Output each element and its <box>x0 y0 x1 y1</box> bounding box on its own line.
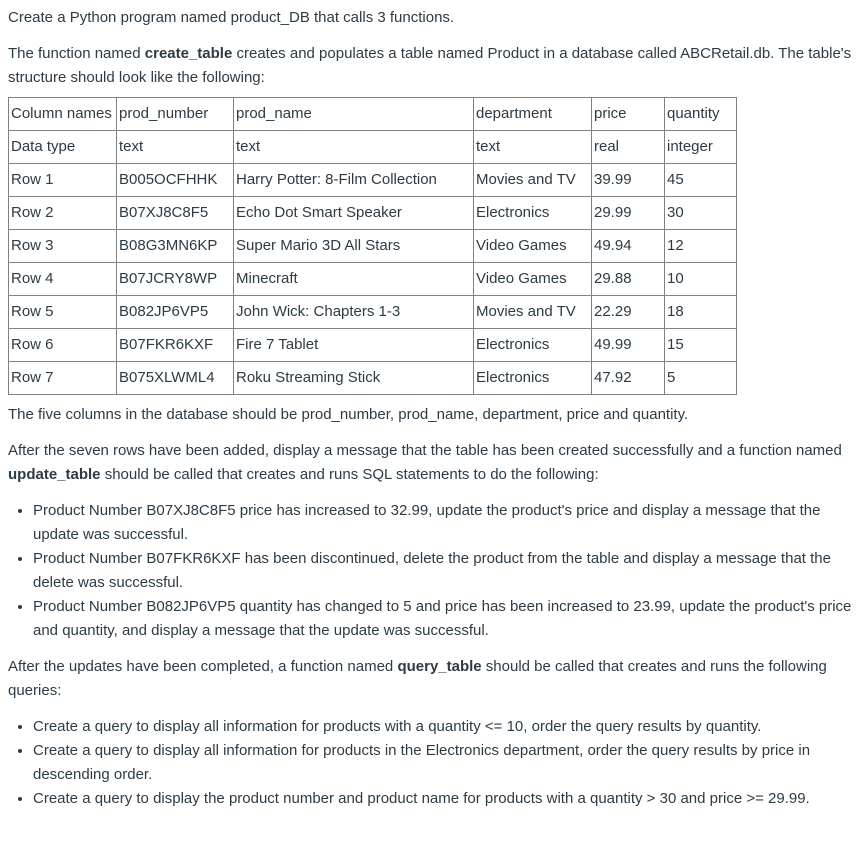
table-cell: integer <box>665 131 737 164</box>
table-cell: Electronics <box>474 362 592 395</box>
table-row <box>9 296 737 329</box>
table-cell: Data type <box>9 131 117 164</box>
table-cell: 22.29 <box>592 296 665 329</box>
table-cell: 39.99 <box>592 164 665 197</box>
table-cell: B082JP6VP5 <box>117 296 234 329</box>
table-cell: Row 7 <box>9 362 117 395</box>
table-cell: Video Games <box>474 263 592 296</box>
table-header-row <box>9 98 737 131</box>
create-desc-pre: The function named <box>8 45 145 62</box>
table-cell: 18 <box>665 296 737 329</box>
table-cell: price <box>592 98 665 131</box>
table-cell: Electronics <box>474 197 592 230</box>
table-cell: department <box>474 98 592 131</box>
query-list <box>8 715 858 811</box>
table-cell: B07JCRY8WP <box>117 263 234 296</box>
table-cell: John Wick: Chapters 1-3 <box>234 296 474 329</box>
update-table-fn-name: update_table <box>8 466 101 483</box>
update-desc-pre: After the seven rows have been added, display a message that the table has been created successfully and a function named <box>8 442 842 459</box>
update-desc-post: should be called that creates and runs SQL statements to do the following: <box>100 466 599 483</box>
table-cell: text <box>234 131 474 164</box>
product-table <box>8 97 737 395</box>
table-cell: B005OCFHHK <box>117 164 234 197</box>
table-cell: Harry Potter: 8-Film Collection <box>234 164 474 197</box>
table-cell: quantity <box>665 98 737 131</box>
table-cell: Electronics <box>474 329 592 362</box>
table-row <box>9 230 737 263</box>
create-table-fn-name: create_table <box>144 45 233 62</box>
create-table-description <box>8 42 858 90</box>
table-row <box>9 329 737 362</box>
table-cell: text <box>474 131 592 164</box>
table-cell: 10 <box>665 263 737 296</box>
table-row <box>9 197 737 230</box>
table-row <box>9 131 737 164</box>
table-cell: Super Mario 3D All Stars <box>234 230 474 263</box>
table-cell: Row 2 <box>9 197 117 230</box>
table-cell: Fire 7 Tablet <box>234 329 474 362</box>
list-item: • Create a query to display the product number and product name for products with a quantity > 30 and price >= 29.99. <box>33 787 858 811</box>
update-list <box>8 499 858 643</box>
list-item: • Product Number B07XJ8C8F5 price has increased to 32.99, update the product's price and display a message that the update was successful. <box>33 499 858 547</box>
table-cell: 29.88 <box>592 263 665 296</box>
table-cell: 49.99 <box>592 329 665 362</box>
table-cell: 49.94 <box>592 230 665 263</box>
table-cell: B07XJ8C8F5 <box>117 197 234 230</box>
table-cell: 12 <box>665 230 737 263</box>
table-cell: 47.92 <box>592 362 665 395</box>
table-cell: Column names <box>9 98 117 131</box>
table-cell: Movies and TV <box>474 164 592 197</box>
table-cell: Roku Streaming Stick <box>234 362 474 395</box>
table-cell: Video Games <box>474 230 592 263</box>
table-cell: B075XLWML4 <box>117 362 234 395</box>
list-item: • Product Number B082JP6VP5 quantity has changed to 5 and price has been increased to 23.99, update the product's price and quantity, and display a message that the update was successful. <box>33 595 858 643</box>
table-cell: Row 4 <box>9 263 117 296</box>
table-row <box>9 263 737 296</box>
table-cell: Row 1 <box>9 164 117 197</box>
table-cell: Minecraft <box>234 263 474 296</box>
table-cell: Echo Dot Smart Speaker <box>234 197 474 230</box>
table-cell: prod_name <box>234 98 474 131</box>
query-table-fn-name: query_table <box>397 658 482 675</box>
list-item: • Create a query to display all information for products with a quantity <= 10, order the query results by quantity. <box>33 715 858 739</box>
table-cell: Movies and TV <box>474 296 592 329</box>
table-cell: 30 <box>665 197 737 230</box>
query-table-description <box>8 655 858 703</box>
table-row <box>9 164 737 197</box>
table-cell: 45 <box>665 164 737 197</box>
table-cell: prod_number <box>117 98 234 131</box>
five-columns-text: The five columns in the database should be prod_number, prod_name, department, price and quantity. <box>8 406 689 423</box>
table-cell: Row 3 <box>9 230 117 263</box>
create-desc-post: creates and populates a table named Product in a database called ABCRetail.db. The table's structure should look like the following: <box>8 45 852 86</box>
list-item: • Product Number B07FKR6KXF has been discontinued, delete the product from the table and display a message that the delete was successful. <box>33 547 858 595</box>
table-cell: Row 6 <box>9 329 117 362</box>
table-cell: B08G3MN6KP <box>117 230 234 263</box>
table-cell: 5 <box>665 362 737 395</box>
query-desc-pre: After the updates have been completed, a function named <box>8 658 398 675</box>
table-cell: 15 <box>665 329 737 362</box>
table-cell: 29.99 <box>592 197 665 230</box>
table-cell: B07FKR6KXF <box>117 329 234 362</box>
table-row <box>9 362 737 395</box>
table-cell: text <box>117 131 234 164</box>
table-cell: Row 5 <box>9 296 117 329</box>
table-cell: real <box>592 131 665 164</box>
intro-text: Create a Python program named product_DB that calls 3 functions. <box>8 9 455 26</box>
list-item: • Create a query to display all information for products in the Electronics department, order the query results by price in descending order. <box>33 739 858 787</box>
query-desc-post: should be called that creates and runs the following queries: <box>8 658 827 699</box>
update-table-description <box>8 439 858 487</box>
